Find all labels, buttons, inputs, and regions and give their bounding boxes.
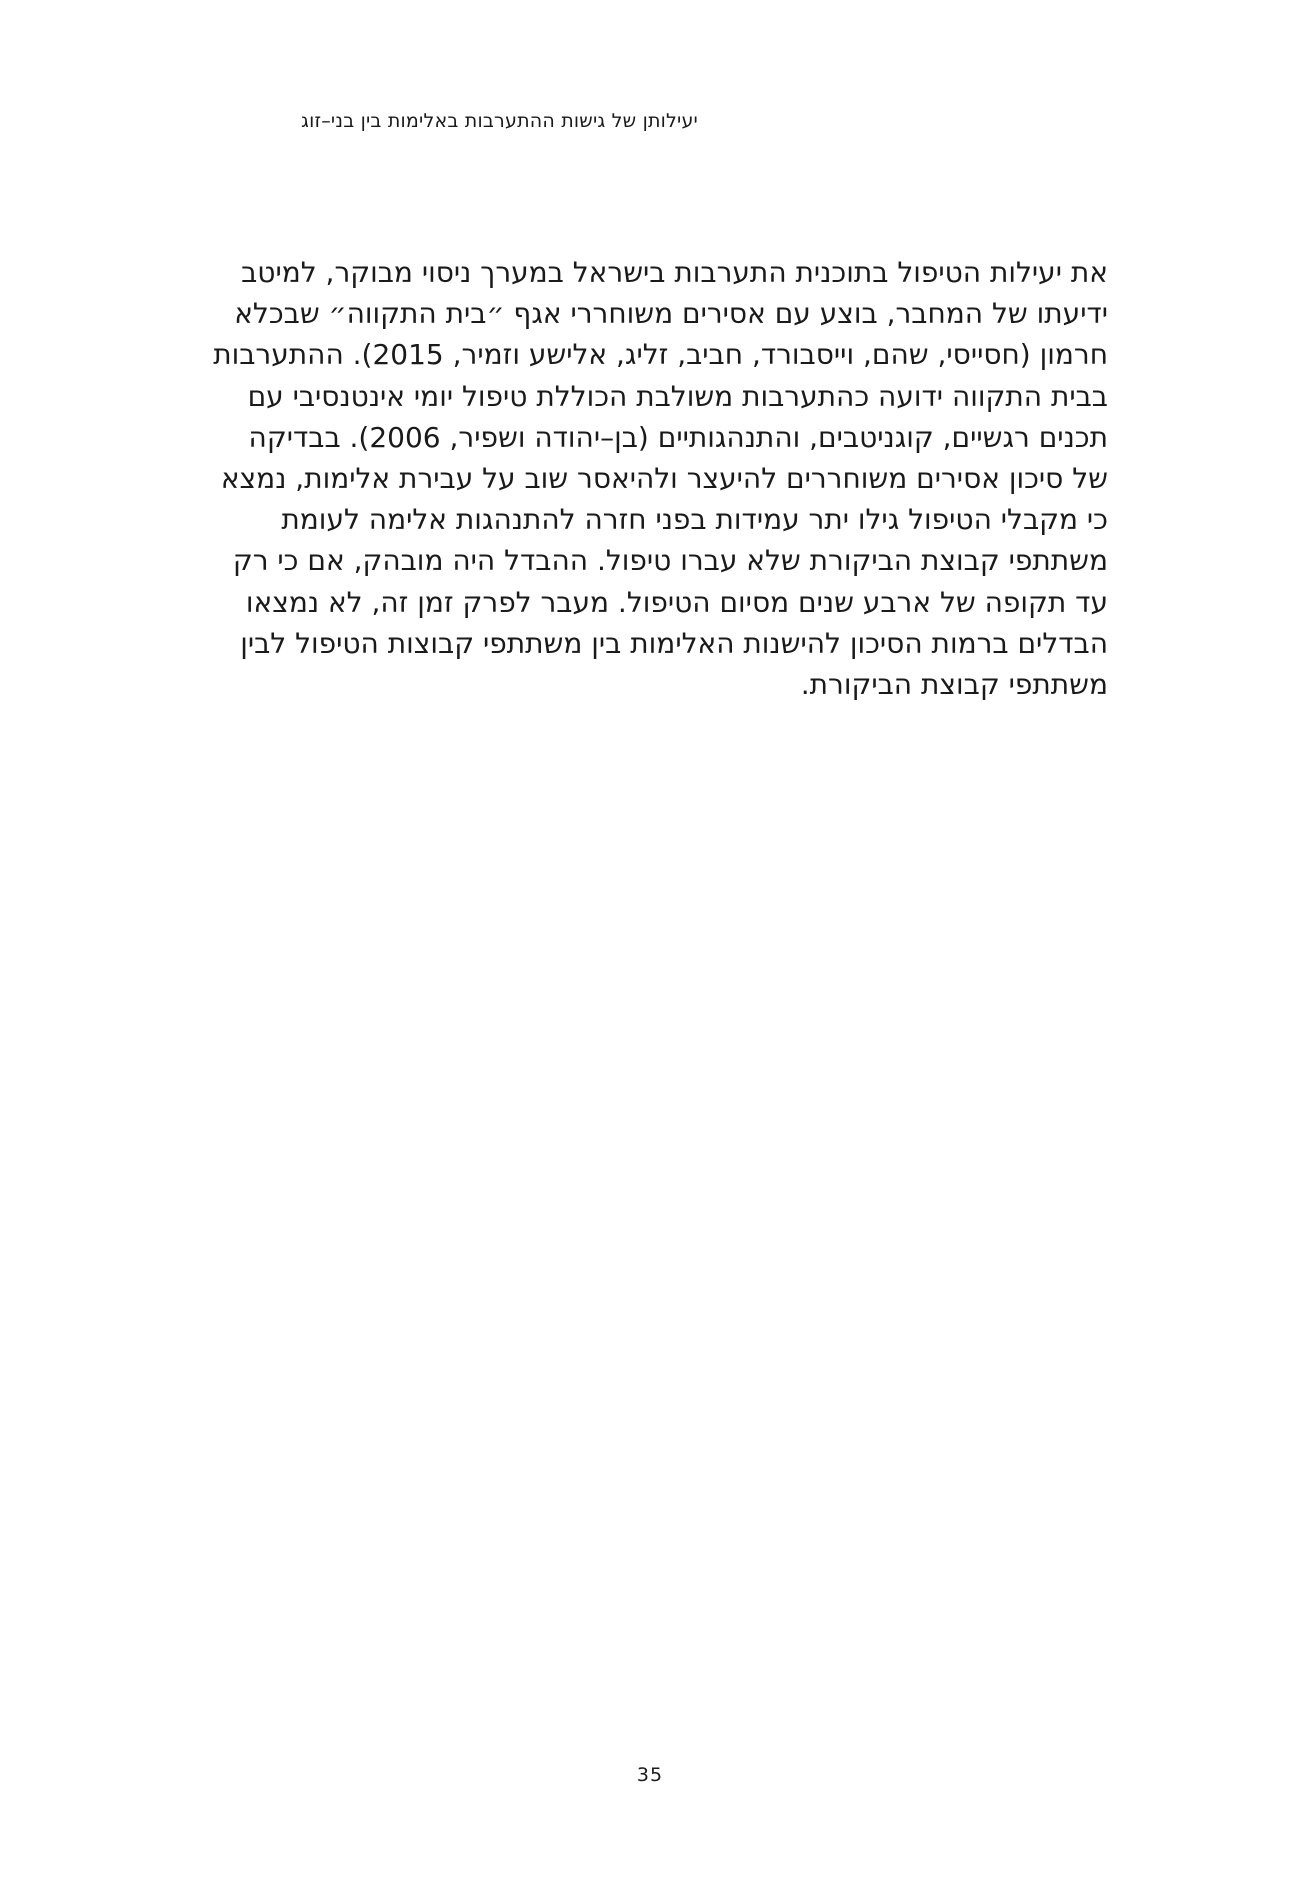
body-line: של סיכון אסירים משוחררים להיעצר ולהיאסר שוב על עבירת אלימות, נמצא [220, 462, 1108, 496]
body-line: את יעילות הטיפול בתוכנית התערבות בישראל במערך ניסוי מבוקר, למיטב [241, 256, 1108, 289]
body-line: עד תקופה של ארבע שנים מסיום הטיפול. מעבר לפרק זמן זה, לא נמצאו [245, 585, 1108, 619]
body-line: בבית התקווה ידועה כהתערבות משולבת הכוללת טיפול יומי אינטנסיבי עם [247, 379, 1108, 413]
body-line: כי מקבלי הטיפול גילו יתר עמידות בפני חזרה להתנהגות אלימה לעומת [281, 503, 1108, 537]
body-line: ידיעתו של המחבר, בוצע עם אסירים משוחררי אגף ״בית התקווה״ שבכלא [234, 297, 1108, 331]
body-line: משתתפי קבוצת הביקורת. [800, 668, 1108, 702]
body-line: תכנים רגשיים, קוגניטבים, והתנהגותיים (בן–יהודה ושפיר, 2006). בבדיקה [248, 420, 1108, 454]
running-header: יעילותן של גישות ההתערבות באלימות בין בני–זוג [301, 110, 698, 132]
body-line: משתתפי קבוצת הביקורת שלא עברו טיפול. ההבדל היה מובהק, אם כי רק [232, 544, 1108, 578]
page-number: 35 [636, 1764, 664, 1786]
body-line: חרמון (חסייסי, שהם, וייסבורד, חביב, זליג, אלישע וזמיר, 2015). ההתערבות [213, 338, 1108, 372]
body-paragraph [158, 252, 1108, 705]
body-line: הבדלים ברמות הסיכון להישנות האלימות בין משתתפי קבוצות הטיפול לבין [240, 626, 1108, 660]
